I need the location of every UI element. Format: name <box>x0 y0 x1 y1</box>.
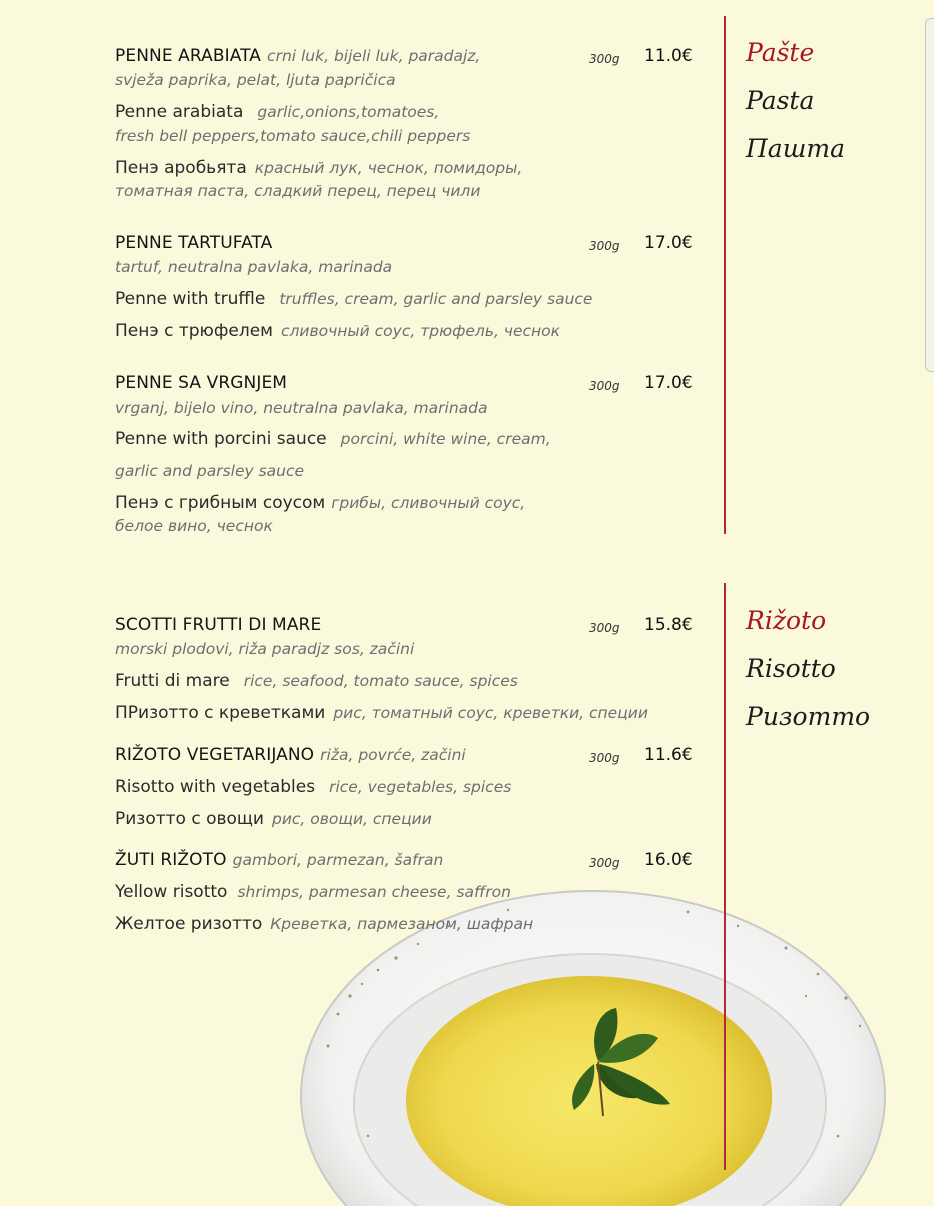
item-weight: 300g <box>589 379 620 393</box>
risotto-dish-image <box>298 886 888 1206</box>
category-title-sr: Rižoto <box>746 606 827 635</box>
item-price: 11.6€ <box>644 745 693 765</box>
item-weight: 300g <box>589 856 620 870</box>
item-description: vrganj, bijelo vino, neutralna pavlaka, marinada <box>115 399 488 417</box>
item-english-line: Penne with porcini sauce porcini, white wine, cream, <box>115 429 551 449</box>
item-price: 11.0€ <box>644 46 693 66</box>
risotto-divider-line <box>724 583 726 1170</box>
item-russian-line: Ризотто с овощи рис, овощи, специи <box>115 809 432 829</box>
item-english-line: Penne with truffle truffles, cream, garlic and parsley sauce <box>115 289 593 309</box>
item-penne-tartufata-name: PENNE TARTUFATA <box>115 233 273 253</box>
item-russian-line: ПРизотто с креветками рис, томатный соус, креветки, специи <box>115 703 648 723</box>
item-penne-sa-vrgnjem-name: PENNE SA VRGNJEM <box>115 373 288 393</box>
item-russian-line: Пенэ с трюфелем сливочный соус, трюфель, чеснок <box>115 321 560 341</box>
item-russian-desc-cont: томатная паста, сладкий перец, перец чили <box>115 182 481 200</box>
item-russian-desc-cont: белое вино, чеснок <box>115 517 273 535</box>
category-title-sr: Pašte <box>746 38 815 67</box>
item-description-cont: svježa paprika, pelat, ljuta papričica <box>115 71 396 89</box>
item-price: 17.0€ <box>644 233 693 253</box>
item-penne-arabiata-name: PENNE ARABIATA crni luk, bijeli luk, paradajz, <box>115 46 481 66</box>
item-price: 15.8€ <box>644 615 693 635</box>
category-title-ru: Ризотто <box>746 702 871 731</box>
item-english-line: Frutti di mare rice, seafood, tomato sauce, spices <box>115 671 518 691</box>
item-price: 17.0€ <box>644 373 693 393</box>
item-weight: 300g <box>589 239 620 253</box>
item-price: 16.0€ <box>644 850 693 870</box>
item-weight: 300g <box>589 52 620 66</box>
item-scotti-frutti-di-mare-name: SCOTTI FRUTTI DI MARE <box>115 615 322 635</box>
page-scrollbar[interactable] <box>925 18 934 372</box>
category-title-en: Pasta <box>746 86 815 115</box>
item-english-line: Penne arabiata garlic,onions,tomatoes, <box>115 102 440 122</box>
pasta-divider-line <box>724 16 726 534</box>
item-zuti-rizoto-name: ŽUTI RIŽOTO gambori, parmezan, šafran <box>115 850 444 870</box>
item-english-line: Yellow risotto shrimps, parmesan cheese, saffron <box>115 882 511 902</box>
category-title-ru: Паштa <box>746 134 845 163</box>
item-english-desc-cont: fresh bell peppers,tomato sauce,chili peppers <box>115 127 471 145</box>
item-weight: 300g <box>589 621 620 635</box>
category-title-en: Risotto <box>746 654 836 683</box>
item-english-desc-cont: garlic and parsley sauce <box>115 462 305 480</box>
item-description: morski plodovi, riža paradjz sos, začini <box>115 640 415 658</box>
item-rizoto-vegetarijano-name: RIŽOTO VEGETARIJANO riža, povrće, začini <box>115 745 466 765</box>
item-weight: 300g <box>589 751 620 765</box>
item-description: tartuf, neutralna pavlaka, marinada <box>115 258 393 276</box>
item-russian-line: Пенэ с грибным соусом грибы, сливочный соус, <box>115 493 526 513</box>
item-russian-line: Пенэ аробьята красный лук, чеснок, помидоры, <box>115 158 523 178</box>
item-description: crni luk, bijeli luk, paradajz, <box>267 47 481 65</box>
item-russian-line: Желтое ризотто Креветка, пармезаном, шафран <box>115 914 534 934</box>
item-english-line: Risotto with vegetables rice, vegetables, spices <box>115 777 512 797</box>
